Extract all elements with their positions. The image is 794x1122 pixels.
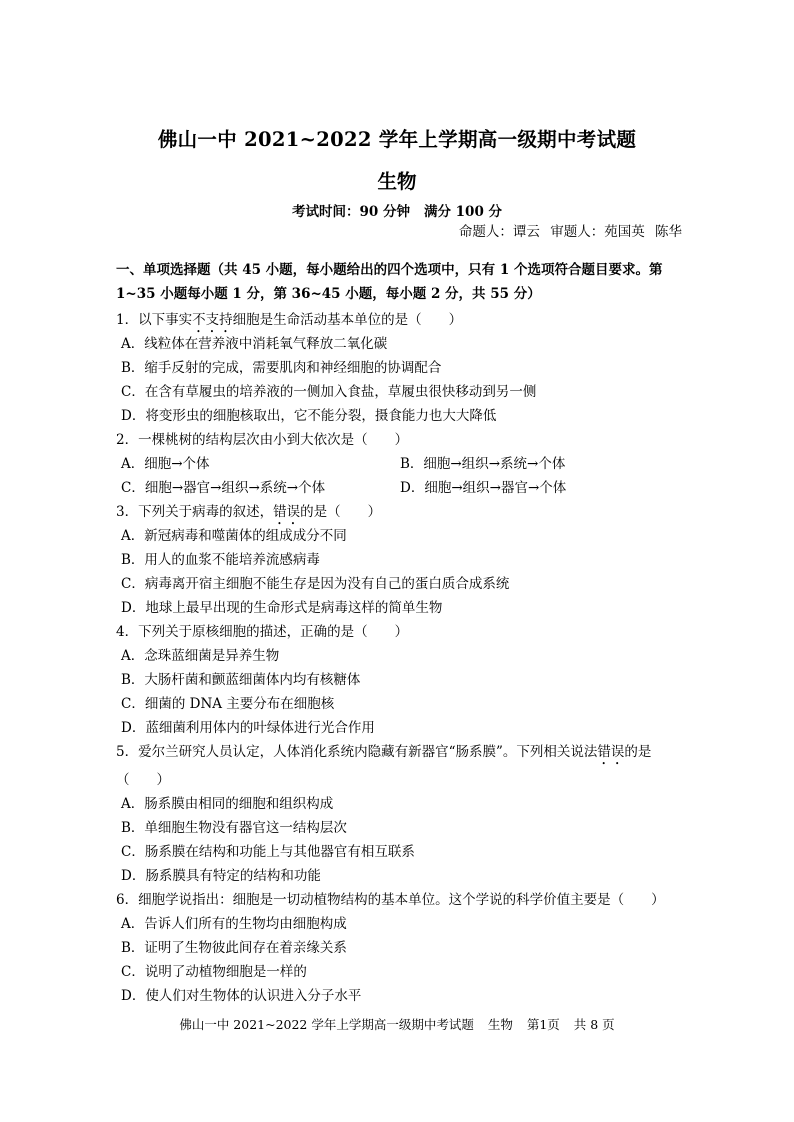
question-stem: 1．以下事实不支持细胞是生命活动基本单位的是（ ） bbox=[116, 312, 463, 328]
footer-total-pages: 共 8 页 bbox=[573, 1017, 615, 1032]
question-stem: 3．下列关于病毒的叙述，错误的是（ ） bbox=[116, 504, 382, 520]
option-b: B．证明了生物彼此间存在着亲缘关系 bbox=[121, 940, 347, 956]
exam-title: 佛山一中 2021~2022 学年上学期高一级期中考试题 bbox=[157, 128, 637, 151]
question-3 bbox=[116, 500, 682, 620]
option-a: A．告诉人们所有的生物均由细胞构成 bbox=[121, 916, 347, 932]
option-d: D．细胞→组织→器官→个体 bbox=[400, 480, 567, 496]
emphasized-text: 不支持 bbox=[192, 312, 233, 328]
option-c: C．在含有草履虫的培养液的一侧加入食盐，草履虫很快移动到另一侧 bbox=[121, 384, 537, 400]
options-row bbox=[116, 452, 682, 476]
option-a: A．细胞→个体 bbox=[121, 456, 210, 472]
question-4 bbox=[116, 620, 682, 740]
author-reviewer: 审题人：苑国英 bbox=[550, 224, 645, 240]
footer-subject: 生物 bbox=[487, 1017, 513, 1032]
page-footer bbox=[0, 1015, 794, 1033]
author-reviewer-2: 陈华 bbox=[655, 224, 682, 240]
option-d: D．将变形虫的细胞核取出，它不能分裂，摄食能力也大大降低 bbox=[121, 408, 497, 424]
option-b: B．单细胞生物没有器官这一结构层次 bbox=[121, 820, 347, 836]
emphasized-text: 错误 bbox=[597, 744, 625, 760]
question-2 bbox=[116, 428, 682, 500]
option-d: D．肠系膜具有特定的结构和功能 bbox=[121, 868, 321, 884]
question-6 bbox=[116, 888, 682, 1008]
option-c: C．细胞→器官→组织→系统→个体 bbox=[121, 480, 326, 496]
emphasized-text: 错误 bbox=[273, 504, 301, 520]
question-1 bbox=[116, 308, 682, 428]
option-c: C．说明了动植物细胞是一样的 bbox=[121, 964, 307, 980]
option-b: B．大肠杆菌和颤蓝细菌体内均有核糖体 bbox=[121, 672, 361, 688]
option-a: A．新冠病毒和噬菌体的组成成分不同 bbox=[121, 528, 347, 544]
question-stem: 2．一棵桃树的结构层次由小到大依次是（ ） bbox=[116, 432, 409, 448]
exam-content bbox=[116, 258, 682, 1008]
question-stem: 6．细胞学说指出：细胞是一切动植物结构的基本单位。这个学说的科学价值主要是（ ） bbox=[116, 892, 665, 908]
full-score: 满分 100 分 bbox=[423, 204, 503, 220]
option-d: D．地球上最早出现的生命形式是病毒这样的简单生物 bbox=[121, 600, 443, 616]
options-row bbox=[116, 476, 682, 500]
section-heading: 一、单项选择题（共 45 小题，每小题给出的四个选项中，只有 1 个选项符合题目要求。第 1~35 小题每小题 1 分，第 36~45 小题，每小题 2 分，共 55 分） bbox=[116, 262, 663, 302]
exam-time: 考试时间：90 分钟 bbox=[291, 204, 410, 220]
option-c: C．肠系膜在结构和功能上与其他器官有相互联系 bbox=[121, 844, 415, 860]
option-b: B．用人的血浆不能培养流感病毒 bbox=[121, 552, 320, 568]
authors-line bbox=[453, 220, 682, 240]
footer-page-number: 第1页 bbox=[526, 1017, 560, 1032]
question-5 bbox=[116, 740, 682, 888]
option-c: C．细菌的 DNA 主要分布在细胞核 bbox=[121, 696, 335, 712]
option-a: A．线粒体在营养液中消耗氧气释放二氧化碳 bbox=[121, 336, 388, 352]
author-setter: 命题人：谭云 bbox=[458, 224, 540, 240]
exam-info bbox=[0, 200, 794, 220]
question-stem: 4．下列关于原核细胞的描述，正确的是（ ） bbox=[116, 624, 409, 640]
question-stem: 5．爱尔兰研究人员认定，人体消化系统内隐藏有新器官“肠系膜”。下列相关说法错误的是（ ） bbox=[116, 744, 652, 788]
footer-title: 佛山一中 2021~2022 学年上学期高一级期中考试题 bbox=[179, 1017, 474, 1032]
subject-title: 生物 bbox=[377, 170, 417, 193]
option-b: B．细胞→组织→系统→个体 bbox=[400, 456, 566, 472]
option-d: D．蓝细菌利用体内的叶绿体进行光合作用 bbox=[121, 720, 375, 736]
option-a: A．念珠蓝细菌是异养生物 bbox=[121, 648, 280, 664]
option-c: C．病毒离开宿主细胞不能生存是因为没有自己的蛋白质合成系统 bbox=[121, 576, 510, 592]
option-a: A．肠系膜由相同的细胞和组织构成 bbox=[121, 796, 334, 812]
option-d: D．使人们对生物体的认识进入分子水平 bbox=[121, 988, 362, 1004]
option-b: B．缩手反射的完成，需要肌肉和神经细胞的协调配合 bbox=[121, 360, 442, 376]
